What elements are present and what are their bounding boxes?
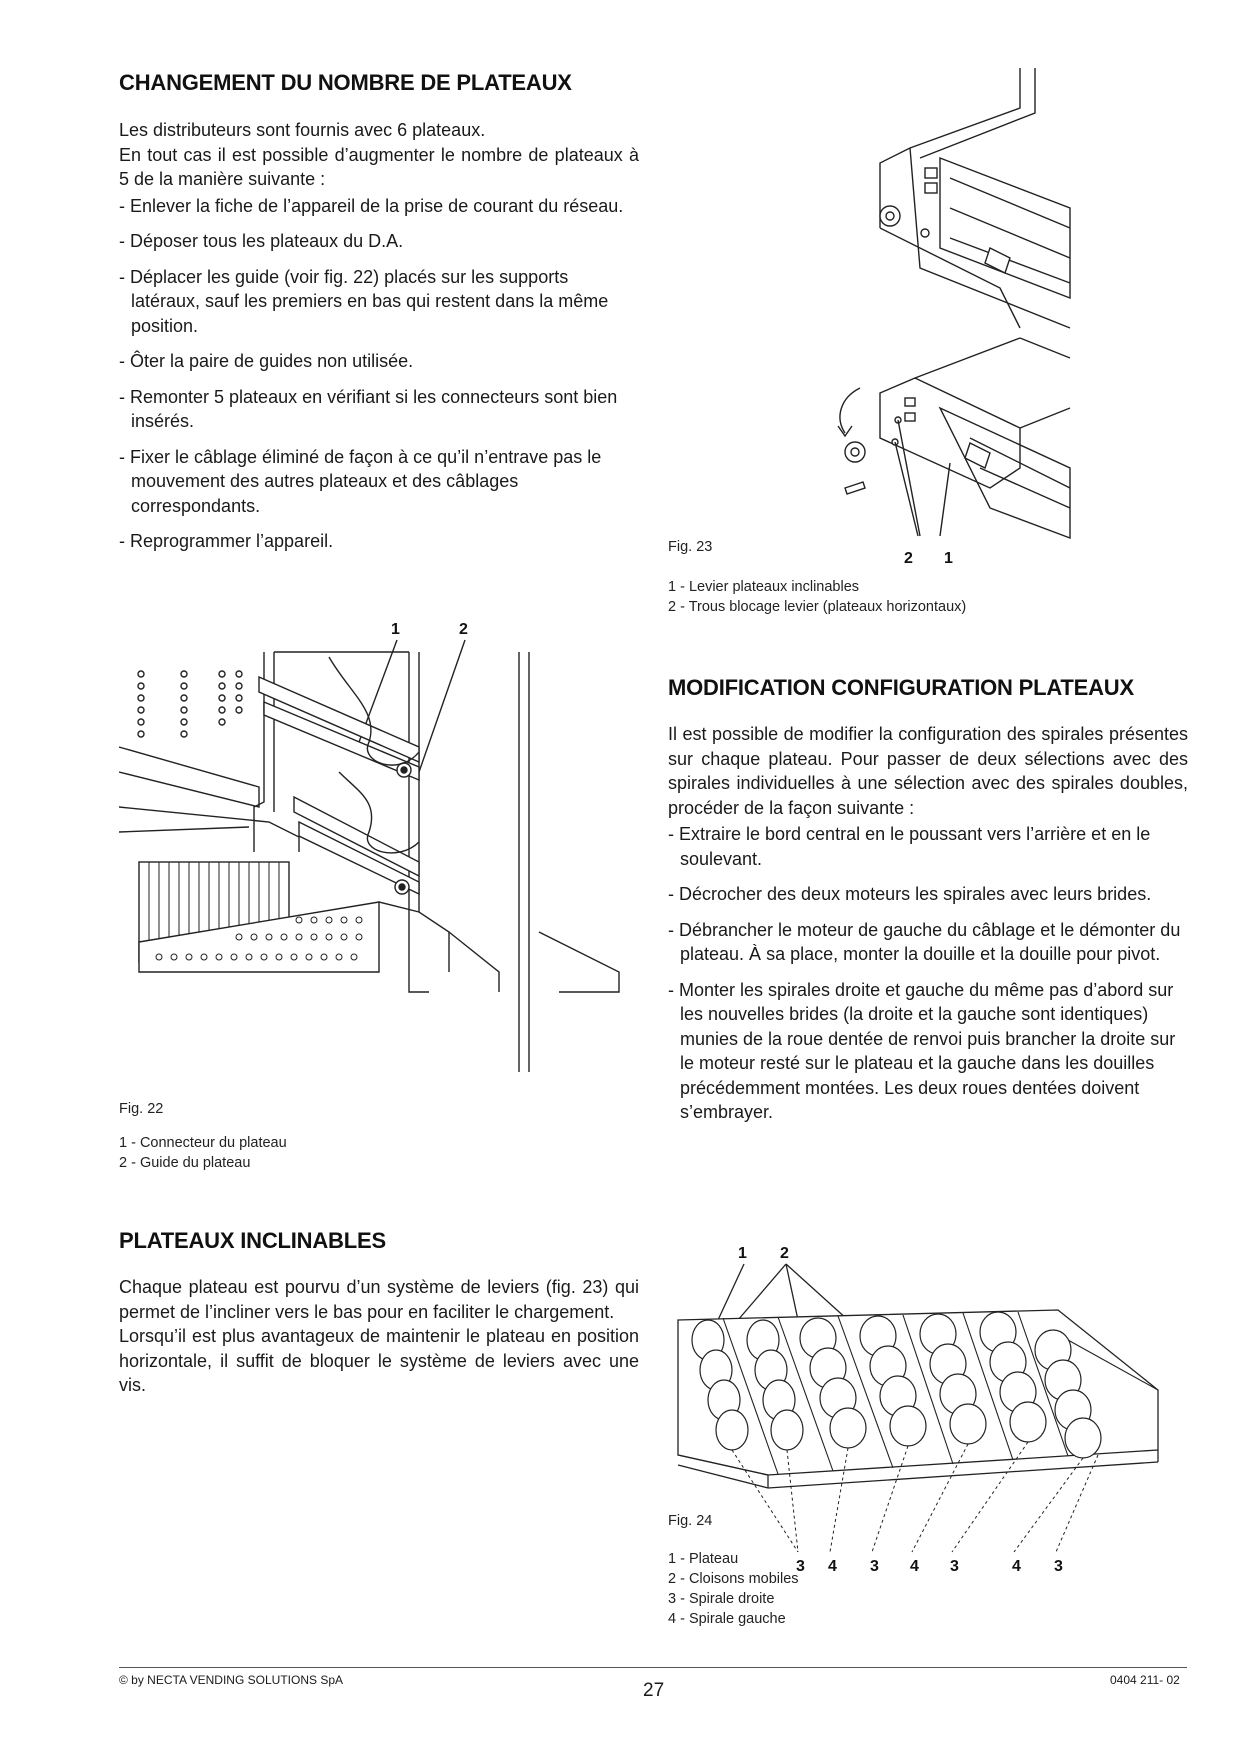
fig24-callout-2: 2 bbox=[780, 1245, 789, 1262]
list-item: - Monter les spirales droite et gauche du même pas d’abord sur les nouvelles brides (la droite et la gauche sont identiques) munies de la roue dentée de renvoi puis brancher la droite sur le moteur resté sur le plateau et la gauche dans les douilles précédemment montées. Les deux roues dentées doivent s’embrayer. bbox=[668, 979, 1176, 1122]
fig22-caption bbox=[119, 1101, 639, 1173]
list-item: - Débrancher le moteur de gauche du câblage et le démonter du plateau. À sa place, monter la douille et la douille pour pivot. bbox=[668, 919, 1181, 964]
page-number: 27 bbox=[643, 1680, 665, 1701]
list-item: - Décrocher des deux moteurs les spirales avec leurs brides. bbox=[668, 884, 1152, 904]
list-item: - Ôter la paire de guides non utilisée. bbox=[119, 351, 414, 371]
list-item: - Enlever la fiche de l’appareil de la prise de courant du réseau. bbox=[119, 195, 624, 216]
fig24-legend-3: 3 - Spirale droite bbox=[668, 1591, 775, 1607]
fig24-illustration bbox=[668, 1240, 1188, 1580]
modification-body bbox=[668, 722, 1188, 1136]
modification-intro: Il est possible de modifier la configuration des spirales présentes sur chaque plateau. Pour passer de deux sélections avec des spirales individuelles à une sélection avec des spirales doubles, procéder de la façon suivante : bbox=[668, 724, 1188, 818]
fig23-label-block bbox=[668, 539, 1188, 555]
changement-intro-1: Les distributeurs sont fournis avec 6 plateaux. bbox=[119, 120, 486, 140]
footer-copyright: © by NECTA VENDING SOLUTIONS SpA bbox=[119, 1673, 344, 1687]
fig23-legend-1: 1 - Levier plateaux inclinables bbox=[668, 579, 860, 595]
fig22-callout-2: 2 bbox=[459, 621, 468, 638]
fig24-bottom-callout: 4 bbox=[910, 1558, 919, 1575]
section-changement bbox=[119, 70, 639, 96]
fig22-label: Fig. 22 bbox=[119, 1101, 164, 1117]
fig24-legend-4: 4 - Spirale gauche bbox=[668, 1611, 786, 1627]
document-code: 0404 211- 02 bbox=[1110, 1673, 1180, 1687]
changement-body bbox=[119, 118, 639, 565]
list-item: - Fixer le câblage éliminé de façon à ce qu’il n’entrave pas le mouvement des autres plateaux et des câblages correspondants. bbox=[119, 446, 602, 516]
fig23-legend-2: 2 - Trous blocage levier (plateaux horizontaux) bbox=[668, 599, 967, 615]
fig23-caption bbox=[668, 577, 1188, 617]
section-modification bbox=[668, 675, 1188, 701]
modification-steps bbox=[668, 822, 1188, 1125]
changement-intro-2: En tout cas il est possible d’augmenter le nombre de plateaux à 5 de la manière suivante : bbox=[119, 144, 639, 189]
section-inclinables bbox=[119, 1228, 639, 1254]
fig24-caption bbox=[668, 1549, 1188, 1629]
list-item: - Extraire le bord central en le poussant vers l’arrière et en le soulevant. bbox=[668, 824, 1151, 869]
inclinables-body bbox=[119, 1275, 639, 1398]
fig24-bottom-callout: 4 bbox=[828, 1558, 837, 1575]
fig23-callout-2: 2 bbox=[904, 550, 913, 567]
fig23-label: Fig. 23 bbox=[668, 539, 713, 555]
fig24-legend-2: 2 - Cloisons mobiles bbox=[668, 1571, 799, 1587]
fig24-bottom-callout: 3 bbox=[796, 1558, 805, 1575]
fig24-label: Fig. 24 bbox=[668, 1513, 713, 1529]
fig22-legend-1: 1 - Connecteur du plateau bbox=[119, 1135, 287, 1151]
inclinables-p1: Chaque plateau est pourvu d’un système de leviers (fig. 23) qui permet de l’incliner vers le bas pour en faciliter le chargement. bbox=[119, 1277, 639, 1322]
inclinables-p2: Lorsqu’il est plus avantageux de maintenir le plateau en position horizontale, il suffit de bloquer le système de leviers avec une vis. bbox=[119, 1326, 639, 1395]
list-item: - Déposer tous les plateaux du D.A. bbox=[119, 231, 404, 251]
fig22-illustration bbox=[119, 612, 639, 1082]
list-item: - Reprogrammer l’appareil. bbox=[119, 531, 334, 551]
fig22-callout-1: 1 bbox=[391, 621, 400, 638]
fig24-bottom-callout: 3 bbox=[1054, 1558, 1063, 1575]
fig24-legend-1: 1 - Plateau bbox=[668, 1551, 739, 1567]
fig23-illustration bbox=[820, 68, 1090, 568]
list-item: - Remonter 5 plateaux en vérifiant si les connecteurs sont bien insérés. bbox=[119, 386, 618, 431]
fig23-callout-1: 1 bbox=[944, 550, 953, 567]
list-item: - Déplacer les guide (voir fig. 22) placés sur les supports latéraux, sauf les premiers en bas qui restent dans la même position. bbox=[119, 266, 609, 336]
section-title-modification: MODIFICATION CONFIGURATION PLATEAUX bbox=[668, 675, 1134, 700]
fig24-bottom-callout: 3 bbox=[870, 1558, 879, 1575]
changement-steps bbox=[119, 194, 639, 554]
fig24-bottom-callout: 4 bbox=[1012, 1558, 1021, 1575]
section-title-inclinables: PLATEAUX INCLINABLES bbox=[119, 1228, 386, 1253]
footer-divider bbox=[119, 1667, 1187, 1668]
fig22-legend-2: 2 - Guide du plateau bbox=[119, 1155, 251, 1171]
section-title-changement: CHANGEMENT DU NOMBRE DE PLATEAUX bbox=[119, 70, 572, 95]
fig24-callout-1: 1 bbox=[738, 1245, 747, 1262]
fig24-label-block bbox=[668, 1513, 1188, 1529]
fig24-bottom-callout: 3 bbox=[950, 1558, 959, 1575]
